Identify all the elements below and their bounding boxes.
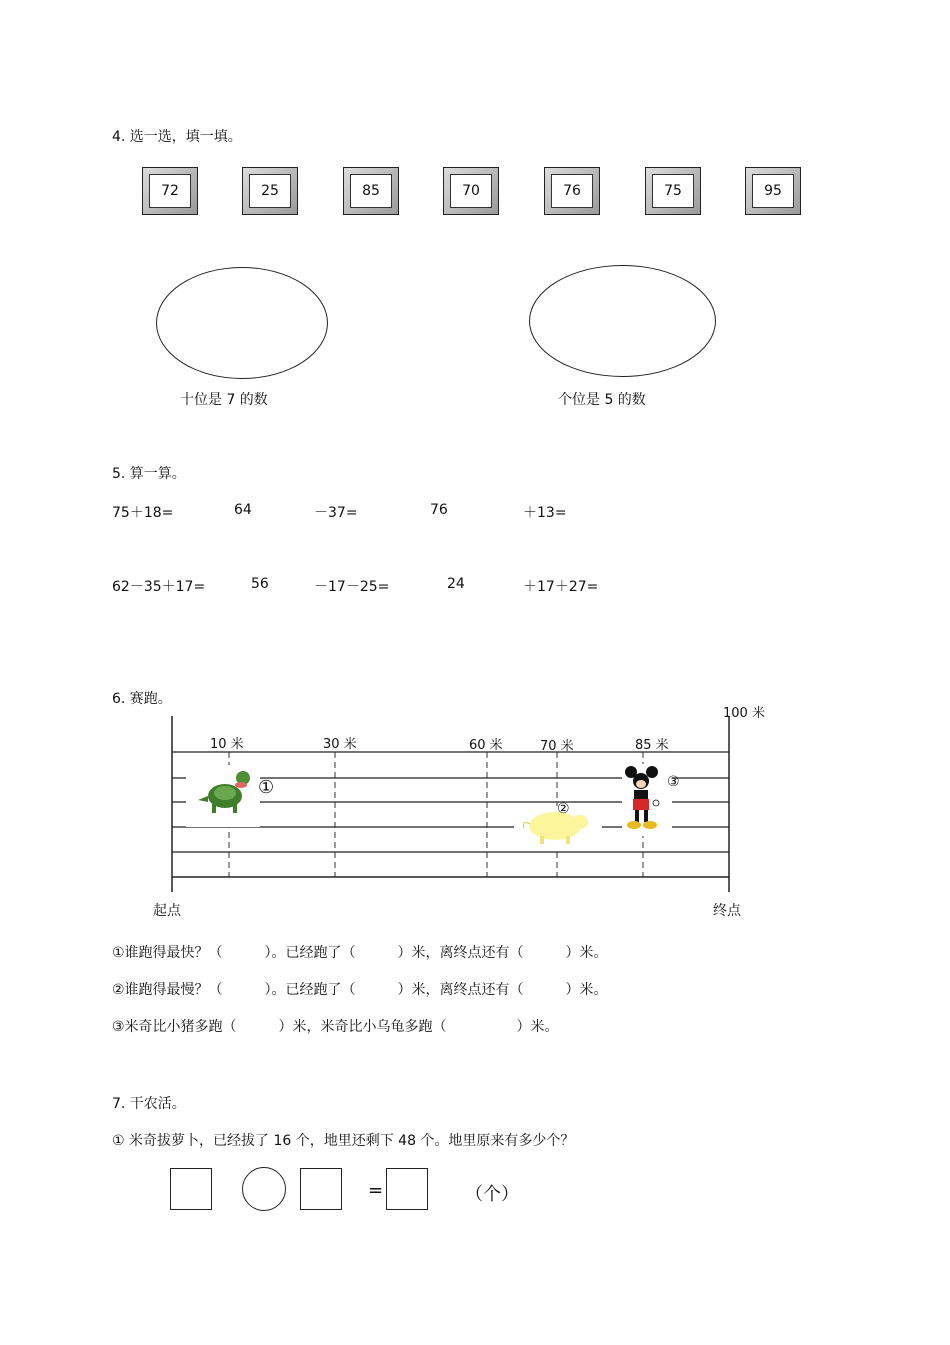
runner-1-tag: ① [258, 777, 275, 798]
equation-part: ＋13= [523, 505, 567, 521]
answer-box-result[interactable] [386, 1168, 428, 1210]
q6-title: 6. 赛跑。 [112, 691, 172, 707]
distance-mark: 85 米 [635, 738, 669, 753]
equation-part: 76 [430, 502, 448, 518]
q7-problem: ① 米奇拔萝卜，已经拔了 16 个，地里还剩下 48 个。地里原来有多少个？ [112, 1133, 575, 1149]
end-distance-label: 100 米 [723, 706, 765, 721]
number-card-value: 25 [249, 174, 291, 208]
equation-part: ＋17＋27= [523, 579, 599, 595]
number-card-value: 85 [350, 174, 392, 208]
start-label: 起点 [153, 903, 181, 919]
q4-title: 4. 选一选，填一填。 [112, 129, 242, 145]
number-card-value: 72 [149, 174, 191, 208]
equation-part: －37= [314, 505, 358, 521]
q5-title: 5. 算一算。 [112, 466, 186, 482]
race-question-2: ②谁跑得最慢？（ ）。已经跑了（ ）米，离终点还有（ ）米。 [112, 982, 608, 998]
equation-part: 75＋18= [112, 505, 174, 521]
equation-part: 24 [447, 576, 465, 592]
ones-five-label: 个位是 5 的数 [558, 392, 646, 408]
operator-circle[interactable] [242, 1167, 286, 1211]
race-question-3: ③米奇比小猪多跑（ ）米，米奇比小乌龟多跑（ ）米。 [112, 1019, 559, 1035]
equation-part: －17－25= [314, 579, 390, 595]
equation-part: 62－35＋17= [112, 579, 206, 595]
equation-part: 64 [234, 502, 252, 518]
number-card-value: 70 [450, 174, 492, 208]
number-card-value: 95 [752, 174, 794, 208]
race-question-1: ①谁跑得最快？（ ）。已经跑了（ ）米，离终点还有（ ）米。 [112, 945, 608, 961]
unit-label: （个） [465, 1184, 519, 1205]
finish-label: 终点 [713, 903, 741, 919]
q7-title: 7. 干农活。 [112, 1096, 186, 1112]
answer-box-2[interactable] [300, 1168, 342, 1210]
distance-mark: 70 米 [540, 739, 574, 754]
distance-mark: 10 米 [210, 737, 244, 752]
runner-2-tag: ② [557, 801, 570, 817]
equation-part: 56 [251, 576, 269, 592]
turtle-icon [186, 765, 260, 827]
distance-mark: 60 米 [469, 738, 503, 753]
number-card-value: 76 [551, 174, 593, 208]
number-card-value: 75 [652, 174, 694, 208]
answer-box-1[interactable] [170, 1168, 212, 1210]
equals-sign: = [368, 1180, 384, 1201]
distance-mark: 30 米 [323, 737, 357, 752]
tens-seven-label: 十位是 7 的数 [180, 392, 268, 408]
mickey-icon [622, 764, 672, 836]
runner-3-tag: ③ [667, 774, 680, 790]
